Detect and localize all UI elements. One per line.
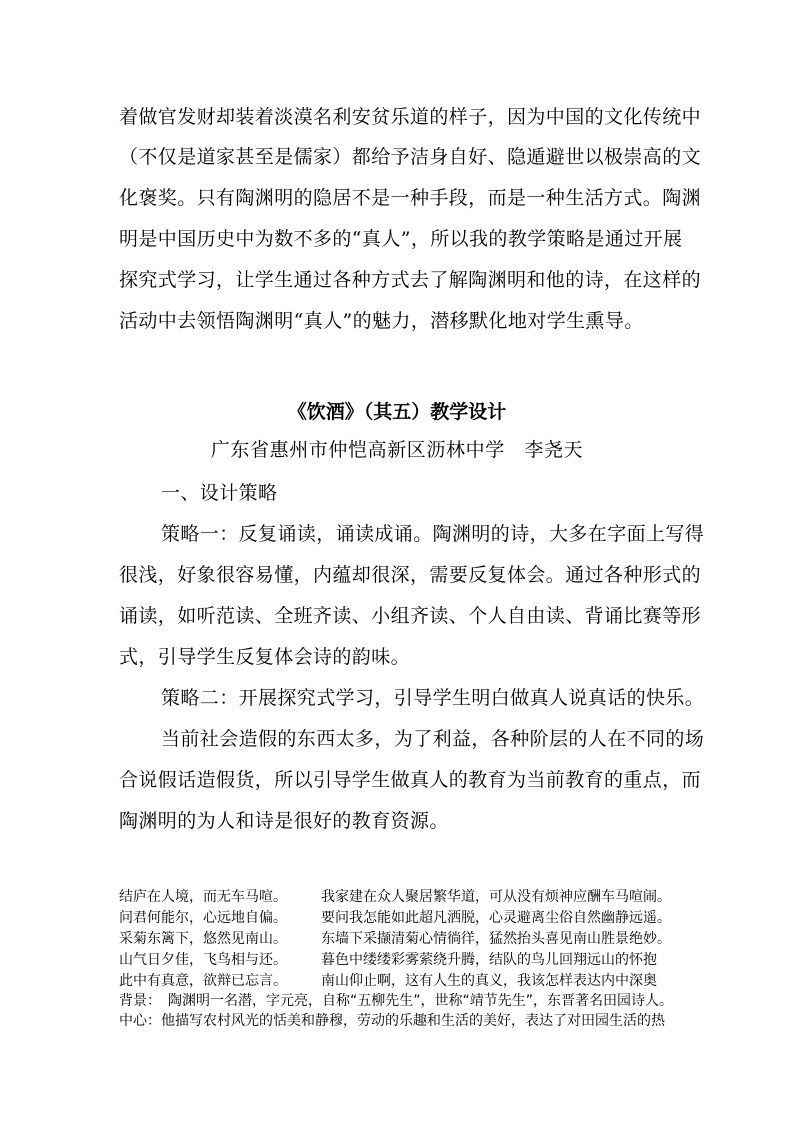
document-title: 《饮酒》（其五）教学设计 [287,401,507,423]
strategy2-line-3: 陶渊明的为人和诗是很好的教育资源。 [119,810,449,832]
poem-line-translation: 东墙下采撷清菊心情徜徉，猛然抬头喜见南山胜景绝妙。 [321,931,671,947]
poem-line-original: 山气日夕佳，飞鸟相与还。 [119,952,287,968]
poem-line-original: 此中有真意，欲辩已忘言。 [119,973,287,989]
strategy1-line-4: 式，引导学生反复体会诗的韵味。 [119,646,411,668]
poem-line-original: 结庐在人境，而无车马喧。 [119,889,287,905]
section-heading: 一、设计策略 [161,482,278,504]
strategy1-line-3: 诵读，如听范读、全班齐读、小组齐读、个人自由读、背诵比赛等形 [119,605,702,627]
intro-line-6: 活动中去领悟陶渊明“真人”的魅力，潜移默化地对学生熏导。 [119,310,644,332]
intro-line-4: 明是中国历史中为数不多的“真人”，所以我的教学策略是通过开展 [119,228,683,250]
strategy1-line-1: 策略一：反复诵读，诵读成诵。陶渊明的诗，大多在字面上写得 [161,523,705,545]
intro-line-2: （不仅是道家甚至是儒家）都给予洁身自好、隐遁避世以极崇高的文 [119,146,702,168]
intro-line-3: 化褒奖。只有陶渊明的隐居不是一种手段，而是一种生活方式。陶渊 [119,187,702,209]
poem-line-original: 问君何能尔，心远地自偏。 [119,910,287,926]
intro-line-1: 着做官发财却装着淡漠名利安贫乐道的样子，因为中国的文化传统中 [119,106,702,128]
strategy2-line-2: 合说假话造假货，所以引导学生做真人的教育为当前教育的重点，而 [119,769,702,791]
poem-line-translation: 暮色中缕缕彩雾萦绕升腾，结队的鸟儿回翔远山的怀抱 [321,952,657,968]
background-note: 背景： 陶渊明一名潜，字元亮，自称“五柳先生”，世称“靖节先生”，东晋著名田园诗人。 [119,993,674,1009]
strategy1-line-2: 很浅，好象很容易懂，内蕴却很深，需要反复体会。通过各种形式的 [119,564,702,586]
strategy2-line-1: 当前社会造假的东西太多，为了利益，各种阶层的人在不同的场 [161,728,705,750]
poem-line-translation: 要问我怎能如此超凡洒脱，心灵避离尘俗自然幽静远遥。 [321,910,671,926]
poem-line-translation: 南山仰止啊，这有人生的真义，我该怎样表达内中深奥 [321,973,657,989]
strategy2-heading: 策略二：开展探究式学习，引导学生明白做真人说真话的快乐。 [161,687,705,709]
center-note: 中心：他描写农村风光的恬美和静穆，劳动的乐趣和生活的美好，表达了对田园生活的热 [119,1013,665,1029]
poem-line-original: 采菊东篱下，悠然见南山。 [119,931,287,947]
poem-line-translation: 我家建在众人聚居繁华道，可从没有烦神应酬车马喧闹。 [321,889,671,905]
author-line: 广东省惠州市仲恺高新区沥林中学 李尧天 [210,439,584,461]
intro-line-5: 探究式学习，让学生通过各种方式去了解陶渊明和他的诗，在这样的 [119,269,702,291]
